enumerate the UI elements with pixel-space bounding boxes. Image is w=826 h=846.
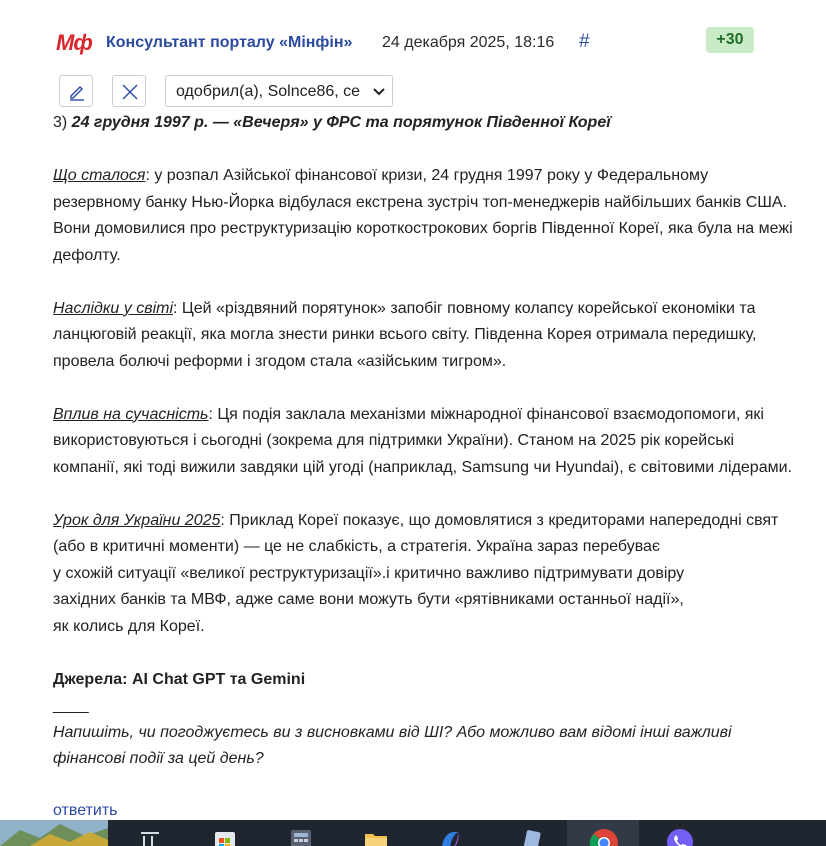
section-label: Урок для України 2025: [53, 511, 221, 529]
task-view-icon[interactable]: [139, 828, 163, 846]
sources-line: Джерела: AI Chat GPT та Gemini: [53, 670, 306, 688]
store-icon[interactable]: [213, 828, 237, 846]
post-header: [0, 0, 826, 120]
divider-line: ____: [53, 697, 89, 714]
section-modern-impact: [53, 402, 798, 482]
heading-text: 24 грудня 1997 р. — «Вечеря» у ФРС та порятунок Південної Кореї: [71, 114, 611, 131]
folder-icon[interactable]: [364, 828, 388, 846]
desktop-scene-thumbnail[interactable]: [0, 820, 108, 846]
author-link[interactable]: Консультант порталу «Мінфін»: [106, 34, 353, 51]
viber-icon[interactable]: [666, 828, 690, 846]
section-text: західних банків та МВФ, адже саме вони можуть бути «рятівниками останньої надії»,: [53, 591, 684, 608]
taskbar: [0, 820, 826, 846]
section-text: у схожій ситуації «великої реструктуризації».і критично важливо підтримувати довіру: [53, 564, 685, 582]
notes-icon[interactable]: [521, 828, 545, 846]
close-button[interactable]: [112, 75, 146, 107]
section-label: Що сталося: [53, 167, 146, 184]
section-text: як колись для Кореї.: [53, 617, 205, 635]
reply-link[interactable]: ответить: [53, 802, 118, 819]
section-text: : Цей «різдвяний порятунок» запобіг повному колапсу корейської економіки та ланцюговій реакції, яка могла знести ринки всього світу. Південна Корея отримала передишку, провела болючі реформи і згодом стала «азійським тигром».: [53, 299, 757, 370]
permalink-hash[interactable]: #: [579, 31, 590, 52]
calculator-icon[interactable]: [289, 828, 313, 846]
close-icon: [121, 83, 139, 101]
minfin-logo[interactable]: Мф: [56, 30, 92, 55]
chrome-icon[interactable]: [589, 828, 613, 846]
heading-number: 3): [53, 114, 72, 131]
post-heading: [53, 110, 798, 137]
score-badge[interactable]: +30: [706, 27, 754, 53]
section-consequences: [53, 296, 798, 376]
chevron-down-icon: [372, 87, 386, 97]
section-label: Вплив на сучасність: [53, 405, 209, 423]
edit-button[interactable]: [59, 75, 93, 107]
section-text: : Приклад Кореї показує, що домовлятися з кредиторами напередодні свят (або в критичні моменти) — це не слабкість, а стратегія. Україна зараз перебуває: [53, 511, 779, 555]
section-text: : Ця подія заклала механізми міжнародної фінансової взаємодопомоги, які використовуються і сьогодні (зокрема для підтримки України). Станом на 2025 рік корейські компанії, які тоді вижили завдяки цій угоді (наприклад, Samsung чи Hyundai), є світовими лідерами.: [53, 405, 792, 476]
section-what-happened: [53, 163, 798, 269]
post-date: 24 декабря 2025, 18:16: [382, 34, 555, 51]
section-text: : у розпал Азійської фінансової кризи, 24 грудня 1997 року у Федеральному резервному банку Нью-Йорка відбулася екстрена зустріч топ-менеджерів найбільших банків США. Вони домовилися про реструктуризацію короткострокових боргів Південної Кореї, яка була на межі дефолту.: [53, 167, 793, 264]
approved-by-value: одобрил(а), Solnce86, се: [176, 83, 361, 100]
approved-by-select[interactable]: [165, 75, 393, 107]
closing-question: Напишіть, чи погоджуєтесь ви з висновками від ШІ? Або можливо вам відомі інші важливі фінансові події за цей день?: [53, 723, 732, 767]
pencil-icon: [68, 83, 86, 101]
section-lesson: [53, 508, 798, 641]
post-body: [53, 110, 798, 773]
section-label: Наслідки у світі: [53, 299, 174, 317]
copilot-icon[interactable]: [438, 828, 462, 846]
